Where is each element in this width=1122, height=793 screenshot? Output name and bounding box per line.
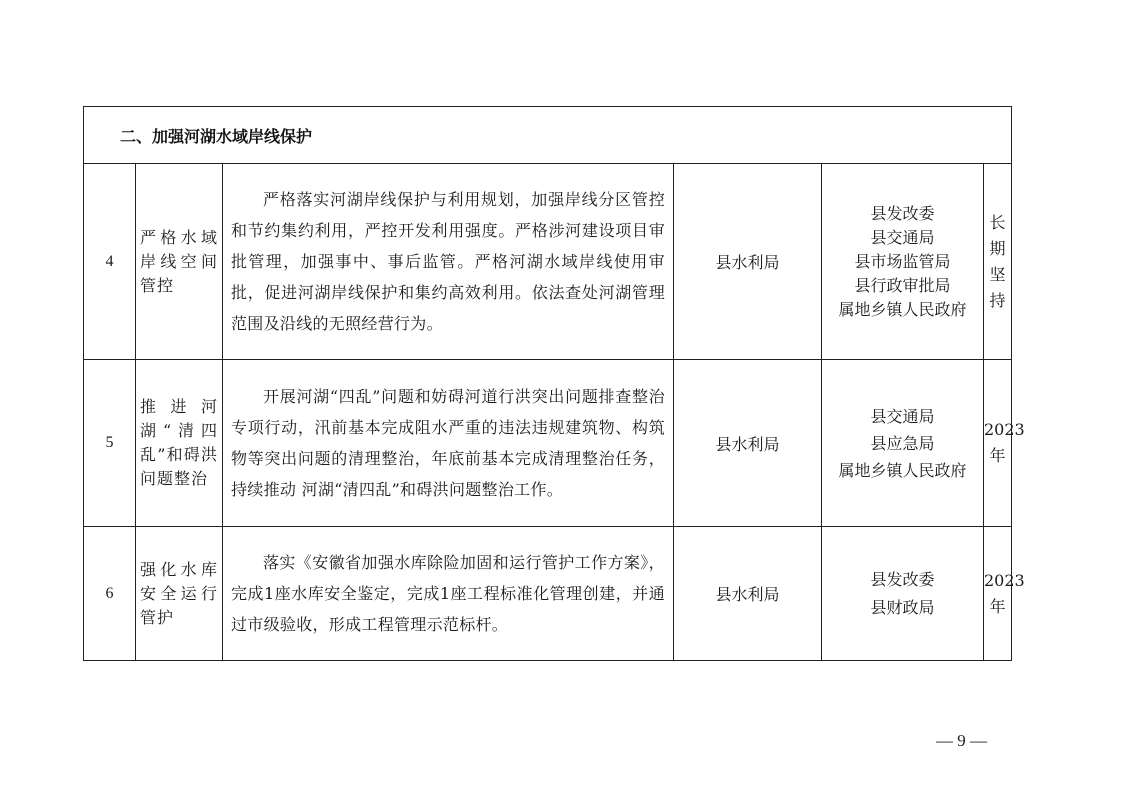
cooperating-unit: 县交通局 (870, 227, 935, 247)
lead-unit: 县水利局 (674, 360, 822, 527)
task-content (223, 360, 674, 527)
task-content-text: 严格落实河湖岸线保护与利用规划，加强岸线分区管控和节约集约利用，严控开发利用强度。严格涉河建设项目审批管理，加强事中、事后监管。严格河湖水域岸线使用审批，促进河湖岸线保护和集约高效利用。依法查处河湖管理范围及沿线的无照经营行为。 (231, 190, 665, 333)
cooperating-unit: 属地乡镇人民政府 (838, 299, 967, 319)
time-limit-part: 年 (989, 596, 1006, 616)
cooperating-unit: 县发改委 (870, 203, 935, 223)
lead-unit: 县水利局 (674, 164, 822, 360)
lead-unit: 县水利局 (674, 527, 822, 661)
time-limit (984, 164, 1012, 360)
cooperating-unit: 县应急局 (870, 433, 935, 453)
time-limit-part: 长期 (989, 212, 1006, 258)
row-number: 5 (84, 360, 136, 527)
cooperating-unit: 属地乡镇人民政府 (838, 460, 967, 480)
row-number: 4 (84, 164, 136, 360)
cooperating-units (822, 360, 984, 527)
time-limit (984, 360, 1025, 527)
cooperating-unit: 县财政局 (870, 597, 935, 617)
task-content-text: 落实《安徽省加强水库除险加固和运行管护工作方案》，完成1座水库安全鉴定，完成1座工程标准化管理创建，并通过市级验收，形成工程管理示范标杆。 (231, 553, 665, 634)
time-limit-part: 年 (989, 446, 1006, 465)
table-row (84, 527, 1012, 661)
time-limit-part: 2023 (984, 570, 1025, 590)
task-content-text: 开展河湖“四乱”问题和妨碍河道行洪突出问题排查整治专项行动，汛前基本完成阻水严重的违法违规建筑物、构筑物等突出问题的清理整治，年底前基本完成清理整治任务，持续推动 河湖“清四乱”和碍洪问题整治工作。 (231, 387, 665, 499)
section-header-row (84, 107, 1012, 164)
cooperating-unit: 县行政审批局 (854, 275, 951, 295)
cooperating-unit: 县发改委 (870, 569, 935, 589)
task-name: 严格水域岸线空间管控 (136, 164, 223, 360)
task-content (223, 527, 674, 661)
time-limit-part: 2023 (984, 420, 1025, 439)
cooperating-unit: 县市场监管局 (854, 251, 951, 271)
task-name: 强化水库安全运行管护 (136, 527, 223, 661)
time-limit (984, 527, 1025, 661)
page-number: — 9 — (936, 731, 987, 750)
cooperating-unit: 县交通局 (870, 406, 935, 426)
time-limit-part: 坚持 (989, 264, 1006, 310)
cooperating-units (822, 164, 984, 360)
task-table (83, 106, 1025, 661)
table-row (84, 360, 1012, 527)
cooperating-units (822, 527, 984, 661)
row-number: 6 (84, 527, 136, 661)
task-name: 推进河湖“清四乱”和碍洪问题整治 (136, 360, 223, 527)
task-content (223, 164, 674, 360)
table-row (84, 164, 1012, 360)
section-title: 二、加强河湖水域岸线保护 (84, 107, 1012, 164)
